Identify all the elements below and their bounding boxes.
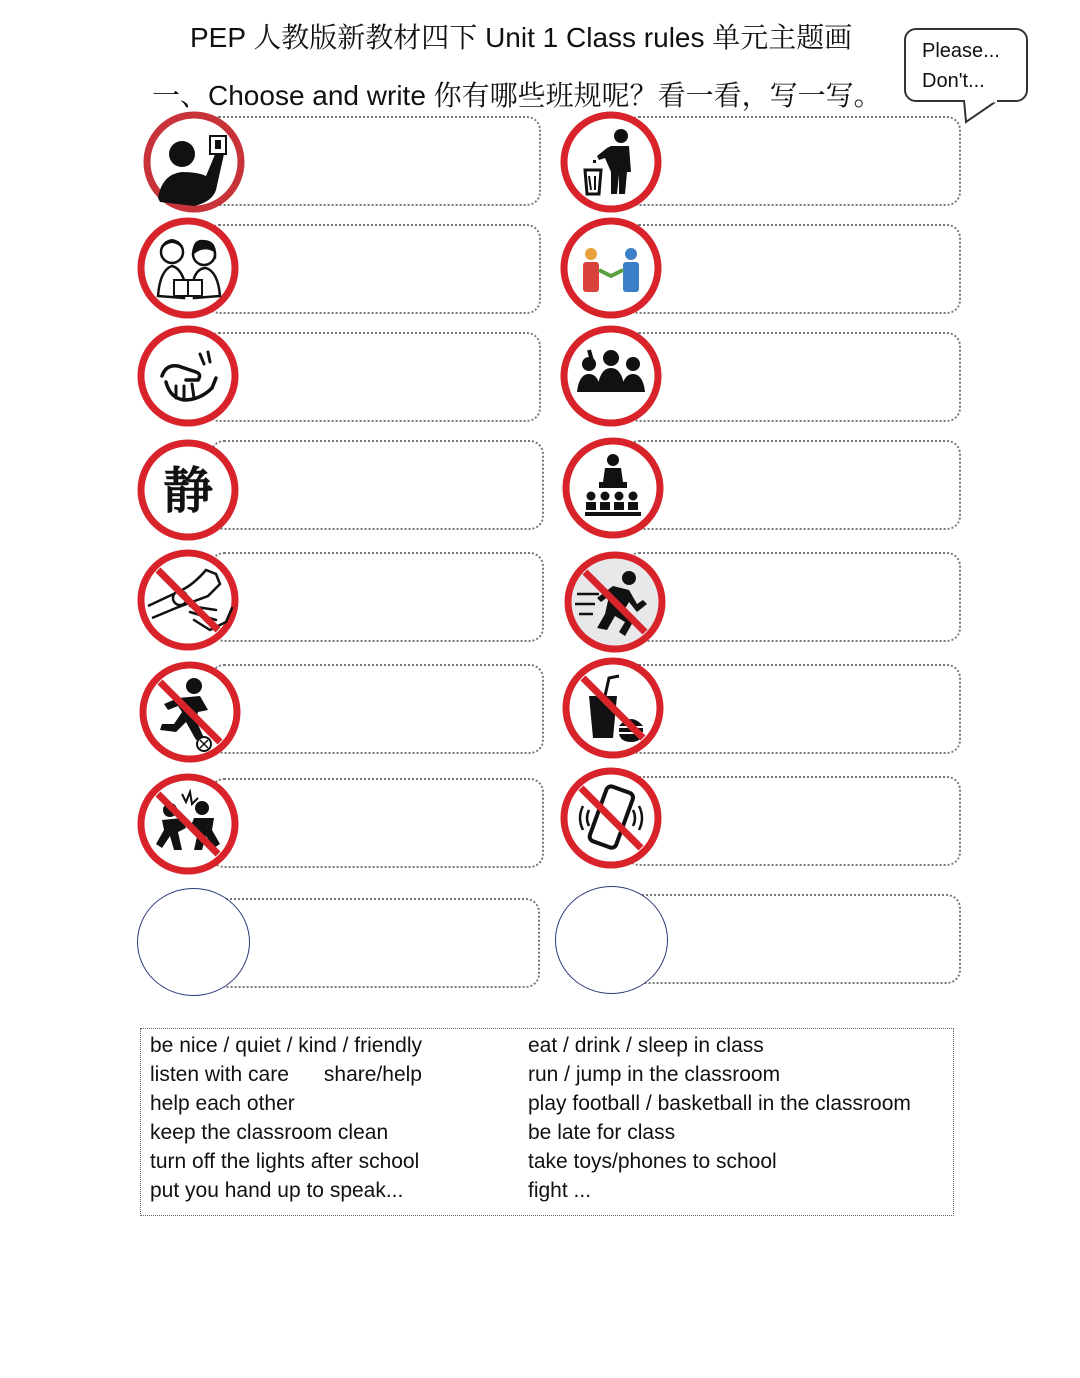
- word-bank-item: turn off the lights after school: [150, 1150, 420, 1173]
- share-help-icon: [559, 216, 663, 320]
- page-title: PEP 人教版新教材四下 Unit 1 Class rules 单元主题画: [190, 22, 853, 53]
- word-bank: [140, 1028, 954, 1216]
- answer-box-left-2[interactable]: [205, 224, 541, 314]
- word-bank-item: run / jump in the classroom: [528, 1063, 781, 1086]
- answer-box-left-7[interactable]: [210, 778, 544, 868]
- no-running-icon: [563, 550, 667, 654]
- answer-box-left-1[interactable]: [205, 116, 541, 206]
- answer-box-left-5[interactable]: [210, 552, 544, 642]
- shake-hands-icon: [136, 324, 240, 428]
- no-football-icon: [138, 660, 242, 764]
- answer-box-left-4[interactable]: [210, 440, 544, 530]
- blank-circle-right[interactable]: [555, 886, 668, 994]
- instruction-subtitle: 一、Choose and write 你有哪些班规呢？看一看，写一写。: [152, 80, 882, 111]
- read-together-icon: [136, 216, 240, 320]
- word-bank-item: take toys/phones to school: [528, 1150, 777, 1173]
- quiet-sign-icon: [136, 438, 240, 542]
- answer-box-right-8[interactable]: [628, 894, 961, 984]
- answer-box-right-4[interactable]: [625, 440, 961, 530]
- word-bank-item: fight ...: [528, 1179, 592, 1202]
- answer-box-right-5[interactable]: [625, 552, 961, 642]
- speech-bubble: [904, 28, 1028, 102]
- blank-circle-left[interactable]: [137, 888, 250, 996]
- answer-box-right-3[interactable]: [625, 332, 961, 422]
- answer-box-right-7[interactable]: [625, 776, 961, 866]
- word-bank-item: be late for class: [528, 1121, 676, 1144]
- listen-teacher-icon: [561, 436, 665, 540]
- word-bank-item: be nice / quiet / kind / friendly: [150, 1034, 422, 1057]
- answer-box-left-3[interactable]: [205, 332, 541, 422]
- word-bank-item: put you hand up to speak...: [150, 1179, 404, 1202]
- no-litter-icon: [559, 110, 663, 214]
- word-bank-item: eat / drink / sleep in class: [528, 1034, 764, 1057]
- raise-hand-icon: [142, 110, 246, 214]
- answer-box-right-2[interactable]: [625, 224, 961, 314]
- tap-watch-icon: [136, 548, 240, 652]
- no-eating-drinking-icon: [561, 656, 665, 760]
- quiet-char: 静: [163, 462, 213, 520]
- word-bank-item: help each other: [150, 1092, 295, 1115]
- no-phones-icon: [559, 766, 663, 870]
- group-people-icon: [559, 324, 663, 428]
- word-bank-right-column: [528, 1031, 911, 1205]
- word-bank-left-column: [150, 1031, 422, 1205]
- answer-box-right-6[interactable]: [625, 664, 961, 754]
- answer-box-right-1[interactable]: [625, 116, 961, 206]
- word-bank-item: play football / basketball in the classroom: [528, 1092, 911, 1115]
- speech-bubble-tail: [960, 100, 1010, 126]
- bubble-please: Please...: [922, 40, 1000, 62]
- word-bank-item: listen with care share/help: [150, 1063, 422, 1086]
- no-fighting-icon: [136, 772, 240, 876]
- answer-box-left-8[interactable]: [212, 898, 540, 988]
- word-bank-item: keep the classroom clean: [150, 1121, 389, 1144]
- bubble-dont: Don't...: [922, 70, 985, 92]
- answer-box-left-6[interactable]: [210, 664, 544, 754]
